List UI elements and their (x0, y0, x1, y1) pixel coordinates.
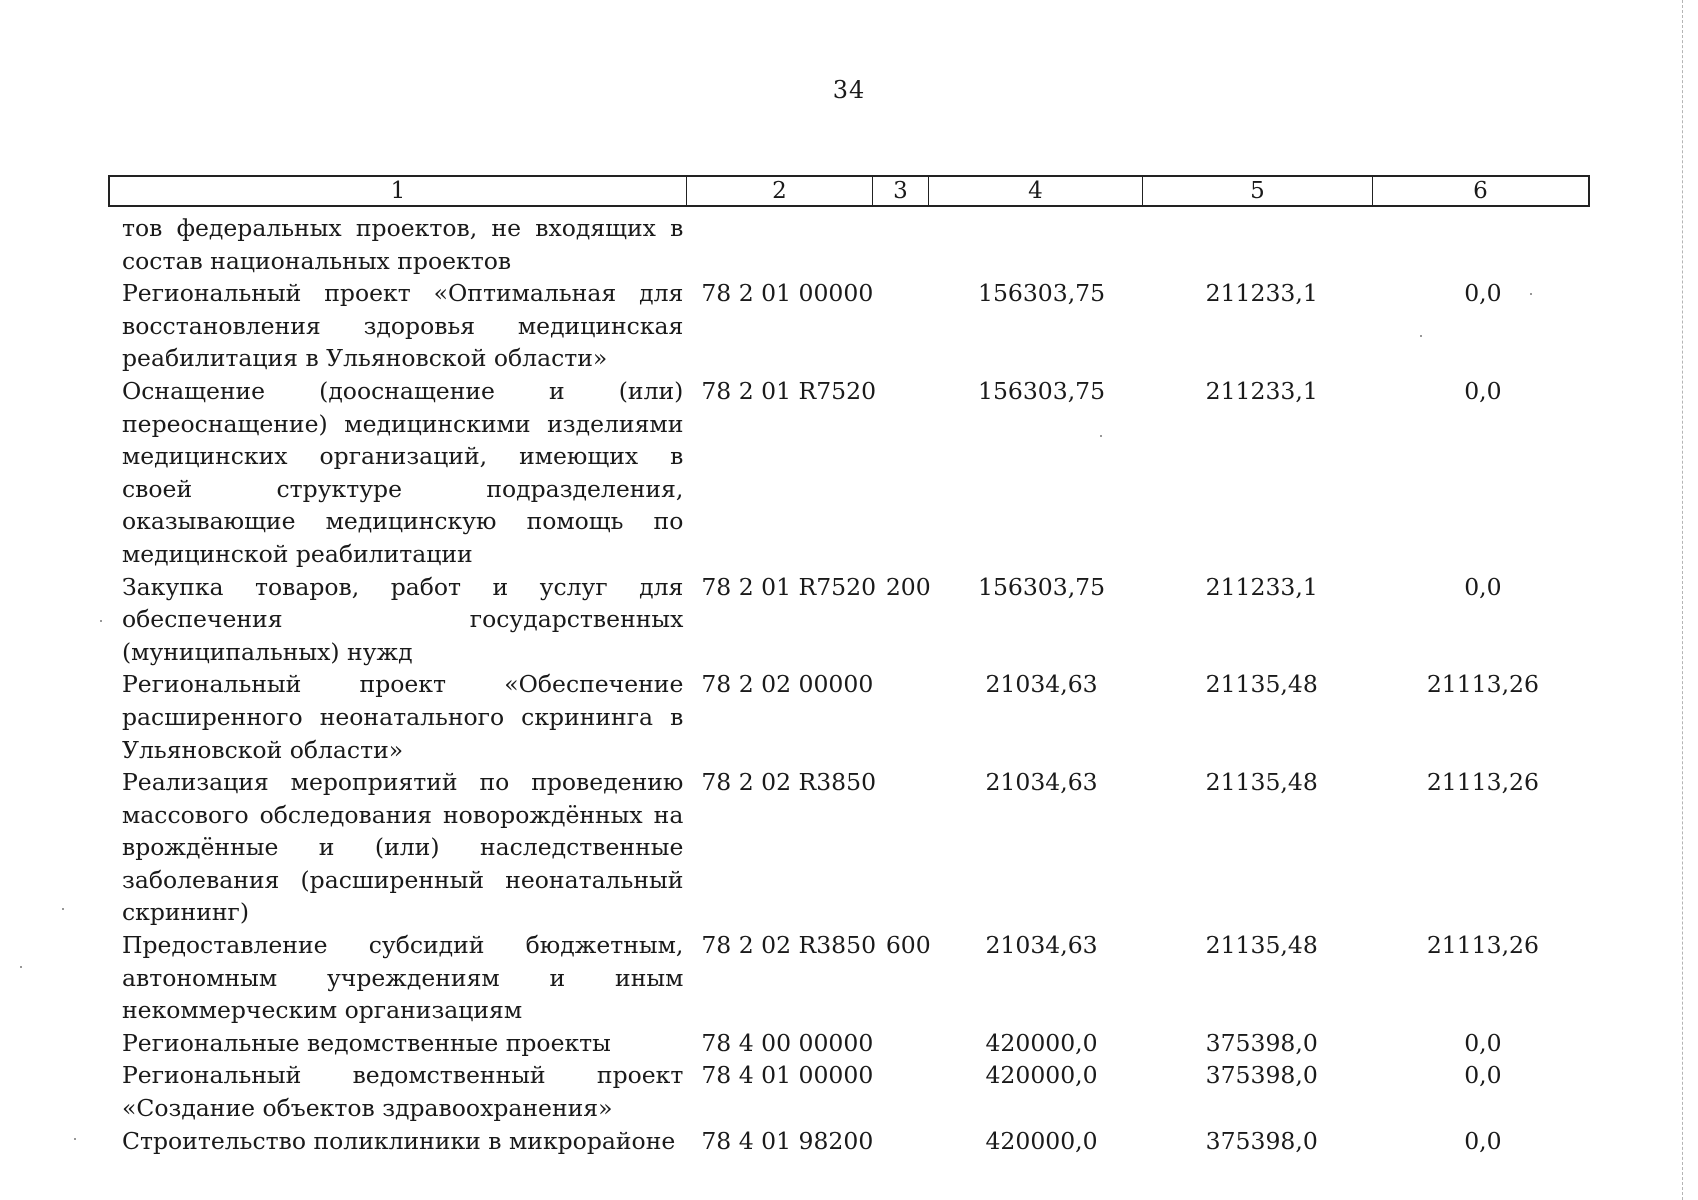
row-value-col4: 156303,75 (978, 572, 1106, 601)
row-code: 78 2 01 00000 (701, 279, 874, 308)
row-value-col4: 21034,63 (985, 768, 1098, 797)
table-row (108, 929, 1590, 1027)
row-value-col6: 21113,26 (1426, 768, 1539, 797)
header-col-6: 6 (1372, 177, 1588, 205)
row-value-col6: 0,0 (1464, 572, 1502, 601)
scan-speck (1530, 293, 1532, 295)
row-value-col4: 21034,63 (985, 931, 1098, 960)
row-value-col5: 21135,48 (1205, 931, 1318, 960)
row-expense-type: 600 (885, 931, 931, 960)
table-row (108, 668, 1590, 766)
table-row (108, 375, 1590, 571)
table-row (108, 1059, 1590, 1124)
scan-speck (20, 966, 22, 968)
row-value-col6: 0,0 (1464, 1061, 1502, 1090)
table-row (108, 1125, 1590, 1158)
row-value-col5: 375398,0 (1205, 1061, 1318, 1090)
table-row (108, 212, 1590, 277)
row-expense-type (886, 1027, 936, 1060)
row-value-col4: 156303,75 (978, 279, 1106, 308)
header-col-3: 3 (872, 177, 928, 205)
row-description: Оснащение (дооснащение и (или) переоснащение) медицинскими изделиями медицинских организаций, имеющих в своей структуре подразделения, оказывающие медицинскую помощь по медицинской реабилитации (122, 376, 684, 568)
row-description: Региональные ведомственные проекты (122, 1028, 611, 1057)
scan-speck (74, 1138, 76, 1140)
row-description: Реализация мероприятий по проведению массового обследования новорождённых на врождённые и (или) наследственные заболевания (расширенный неонатальный скрининг) (122, 768, 684, 927)
row-code: 78 2 02 R3850 (701, 931, 877, 960)
row-code: 78 2 01 R7520 (701, 376, 877, 405)
row-expense-type (886, 766, 936, 929)
row-expense-type (886, 1059, 936, 1124)
row-description: Предоставление субсидий бюджетным, автономным учреждениям и иным некоммерческим организациям (122, 931, 684, 1025)
scan-speck (62, 908, 64, 910)
row-value-col6: 0,0 (1464, 376, 1502, 405)
row-expense-type (886, 375, 936, 571)
scan-edge-line (1682, 0, 1683, 1200)
table-row (108, 277, 1590, 375)
row-expense-type (886, 668, 936, 766)
budget-table-body (108, 212, 1590, 1157)
row-expense-type: 200 (885, 572, 931, 601)
row-description: Региональный ведомственный проект «Создание объектов здравоохранения» (122, 1061, 684, 1123)
row-value-col5: 375398,0 (1205, 1028, 1318, 1057)
row-expense-type (886, 1125, 936, 1158)
row-value-col5: 211233,1 (1205, 279, 1318, 308)
row-description: Региональный проект «Оптимальная для восстановления здоровья медицинская реабилитация в Ульяновской области» (122, 279, 684, 373)
row-value-col6: 21113,26 (1426, 670, 1539, 699)
row-code: 78 2 02 R3850 (701, 768, 877, 797)
row-code: 78 4 01 00000 (701, 1061, 874, 1090)
row-value-col6: 0,0 (1464, 1028, 1502, 1057)
row-value-col6: 21113,26 (1426, 931, 1539, 960)
table-row (108, 1027, 1590, 1060)
row-code: 78 4 00 00000 (701, 1028, 874, 1057)
row-value-col5 (1148, 212, 1376, 277)
row-value-col5: 211233,1 (1205, 572, 1318, 601)
header-col-5: 5 (1142, 177, 1372, 205)
header-col-2: 2 (686, 177, 872, 205)
page-number: 34 (832, 76, 866, 104)
row-code: 78 2 01 R7520 (701, 572, 877, 601)
row-value-col4: 21034,63 (985, 670, 1098, 699)
header-col-4: 4 (928, 177, 1142, 205)
row-code: 78 4 01 98200 (701, 1126, 874, 1155)
row-value-col4: 156303,75 (978, 376, 1106, 405)
row-value-col4: 420000,0 (985, 1126, 1098, 1155)
row-code (683, 212, 885, 277)
row-expense-type (886, 277, 936, 375)
row-value-col4 (935, 212, 1147, 277)
row-value-col5: 211233,1 (1205, 376, 1318, 405)
row-description: тов федеральных проектов, не входящих в состав национальных проектов (122, 214, 684, 275)
row-value-col6: 0,0 (1464, 279, 1502, 308)
row-description: Строительство поликлиники в микрорайоне (122, 1126, 676, 1155)
scan-speck (100, 620, 102, 622)
row-value-col4: 420000,0 (985, 1061, 1098, 1090)
scan-speck (1420, 335, 1422, 337)
table-header-row (108, 175, 1590, 207)
row-description: Закупка товаров, работ и услуг для обеспечения государственных (муниципальных) нужд (122, 572, 684, 666)
row-value-col4: 420000,0 (985, 1028, 1098, 1057)
table-row (108, 766, 1590, 929)
header-col-1: 1 (390, 178, 406, 204)
row-value-col6: 0,0 (1464, 1126, 1502, 1155)
row-value-col5: 21135,48 (1205, 768, 1318, 797)
scan-speck (1100, 435, 1102, 437)
row-value-col5: 375398,0 (1205, 1126, 1318, 1155)
row-expense-type (886, 212, 936, 277)
row-value-col6 (1376, 212, 1590, 277)
row-value-col5: 21135,48 (1205, 670, 1318, 699)
row-description: Региональный проект «Обеспечение расширенного неонатального скрининга в Ульяновской области» (122, 670, 684, 764)
row-code: 78 2 02 00000 (701, 670, 874, 699)
table-row (108, 571, 1590, 669)
